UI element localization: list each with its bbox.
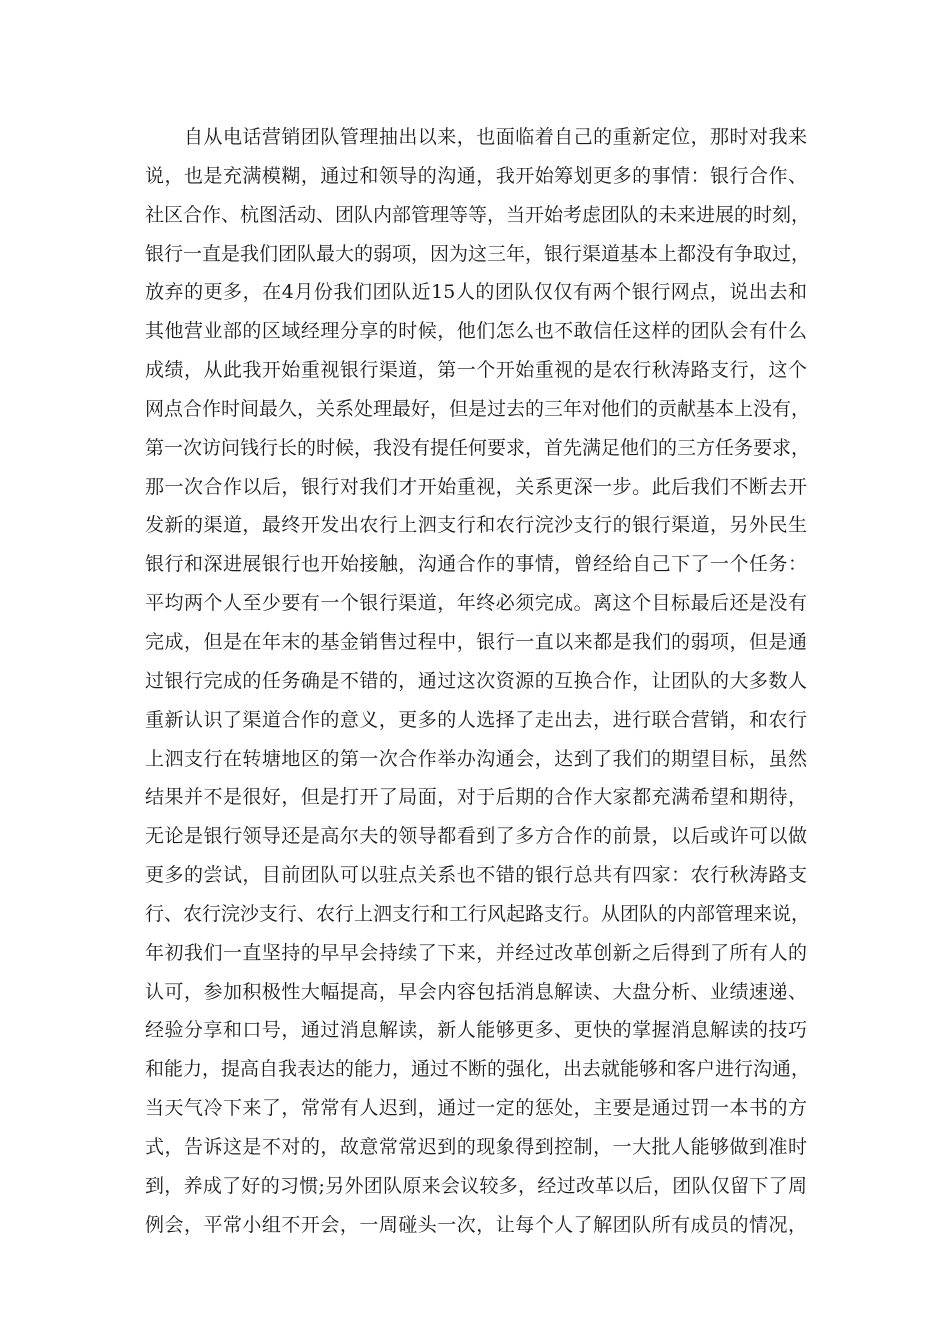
paragraph-line: 其他营业部的区域经理分享的时候，他们怎么也不敢信任这样的团队会有什么 — [145, 320, 807, 343]
paragraph-line: 经验分享和口号，通过消息解读，新人能够更多、更快的掌握消息解读的技巧 — [145, 1019, 807, 1042]
paragraph-line: 第一次访问钱行长的时候，我没有提任何要求，首先满足他们的三方任务要求， — [145, 436, 811, 459]
paragraph-line: 例会，平常小组不开会，一周碰头一次，让每个人了解团队所有成员的情况， — [145, 1213, 807, 1236]
paragraph-line: 放弃的更多，在4月份我们团队近15人的团队仅仅有两个银行网点，说出去和 — [145, 281, 807, 304]
paragraph-line: 平均两个人至少要有一个银行渠道，年终必须完成。离这个目标最后还是没有 — [145, 592, 807, 615]
paragraph-line: 网点合作时间最久，关系处理最好，但是过去的三年对他们的贡献基本上没有， — [145, 397, 811, 420]
paragraph-line: 自从电话营销团队管理抽出以来，也面临着自己的重新定位，那时对我来 — [184, 126, 807, 148]
body-paragraph — [145, 118, 811, 1244]
paragraph-line: 更多的尝试，目前团队可以驻点关系也不错的银行总共有四家：农行秋涛路支 — [145, 864, 807, 887]
paragraph-line: 银行一直是我们团队最大的弱项，因为这三年，银行渠道基本上都没有争取过， — [145, 242, 811, 265]
paragraph-line: 年初我们一直坚持的早早会持续了下来，并经过改革创新之后得到了所有人的 — [145, 941, 807, 964]
paragraph-line: 式，告诉这是不对的，故意常常迟到的现象得到控制，一大批人能够做到准时 — [145, 1135, 807, 1158]
paragraph-line: 过银行完成的任务确是不错的，通过这次资源的互换合作，让团队的大多数人 — [145, 669, 807, 692]
paragraph-line: 行、农行浣沙支行、农行上泗支行和工行风起路支行。从团队的内部管理来说， — [145, 902, 811, 925]
paragraph-line: 和能力，提高自我表达的能力，通过不断的强化，出去就能够和客户进行沟通， — [145, 1058, 811, 1081]
paragraph-line: 无论是银行领导还是高尔夫的领导都看到了多方合作的前景，以后或许可以做 — [145, 825, 807, 848]
paragraph-line: 银行和深进展银行也开始接触，沟通合作的事情，曾经给自己下了一个任务： — [145, 553, 807, 576]
paragraph-line: 重新认识了渠道合作的意义，更多的人选择了走出去，进行联合营销，和农行 — [145, 708, 807, 731]
paragraph-line: 到，养成了好的习惯;另外团队原来会议较多，经过改革以后，团队仅留下了周 — [145, 1174, 807, 1197]
paragraph-line: 社区合作、杭图活动、团队内部管理等等，当开始考虑团队的未来进展的时刻， — [145, 203, 811, 226]
paragraph-line: 成绩，从此我开始重视银行渠道，第一个开始重视的是农行秋涛路支行，这个 — [145, 359, 807, 382]
paragraph-line: 当天气冷下来了，常常有人迟到，通过一定的惩处，主要是通过罚一本书的方 — [145, 1097, 807, 1120]
paragraph-line: 认可，参加积极性大幅提高，早会内容包括消息解读、大盘分析、业绩速递、 — [145, 980, 807, 1003]
paragraph-line: 那一次合作以后，银行对我们才开始重视，关系更深一步。此后我们不断去开 — [145, 475, 807, 498]
paragraph-line: 说，也是充满模糊，通过和领导的沟通，我开始筹划更多的事情：银行合作、 — [145, 164, 807, 187]
paragraph-line: 完成，但是在年末的基金销售过程中，银行一直以来都是我们的弱项，但是通 — [145, 630, 807, 653]
paragraph-line: 结果并不是很好，但是打开了局面，对于后期的合作大家都充满希望和期待， — [145, 786, 807, 809]
paragraph-line: 上泗支行在转塘地区的第一次合作举办沟通会，达到了我们的期望目标，虽然 — [145, 747, 807, 770]
paragraph-line: 发新的渠道，最终开发出农行上泗支行和农行浣沙支行的银行渠道，另外民生 — [145, 514, 807, 537]
